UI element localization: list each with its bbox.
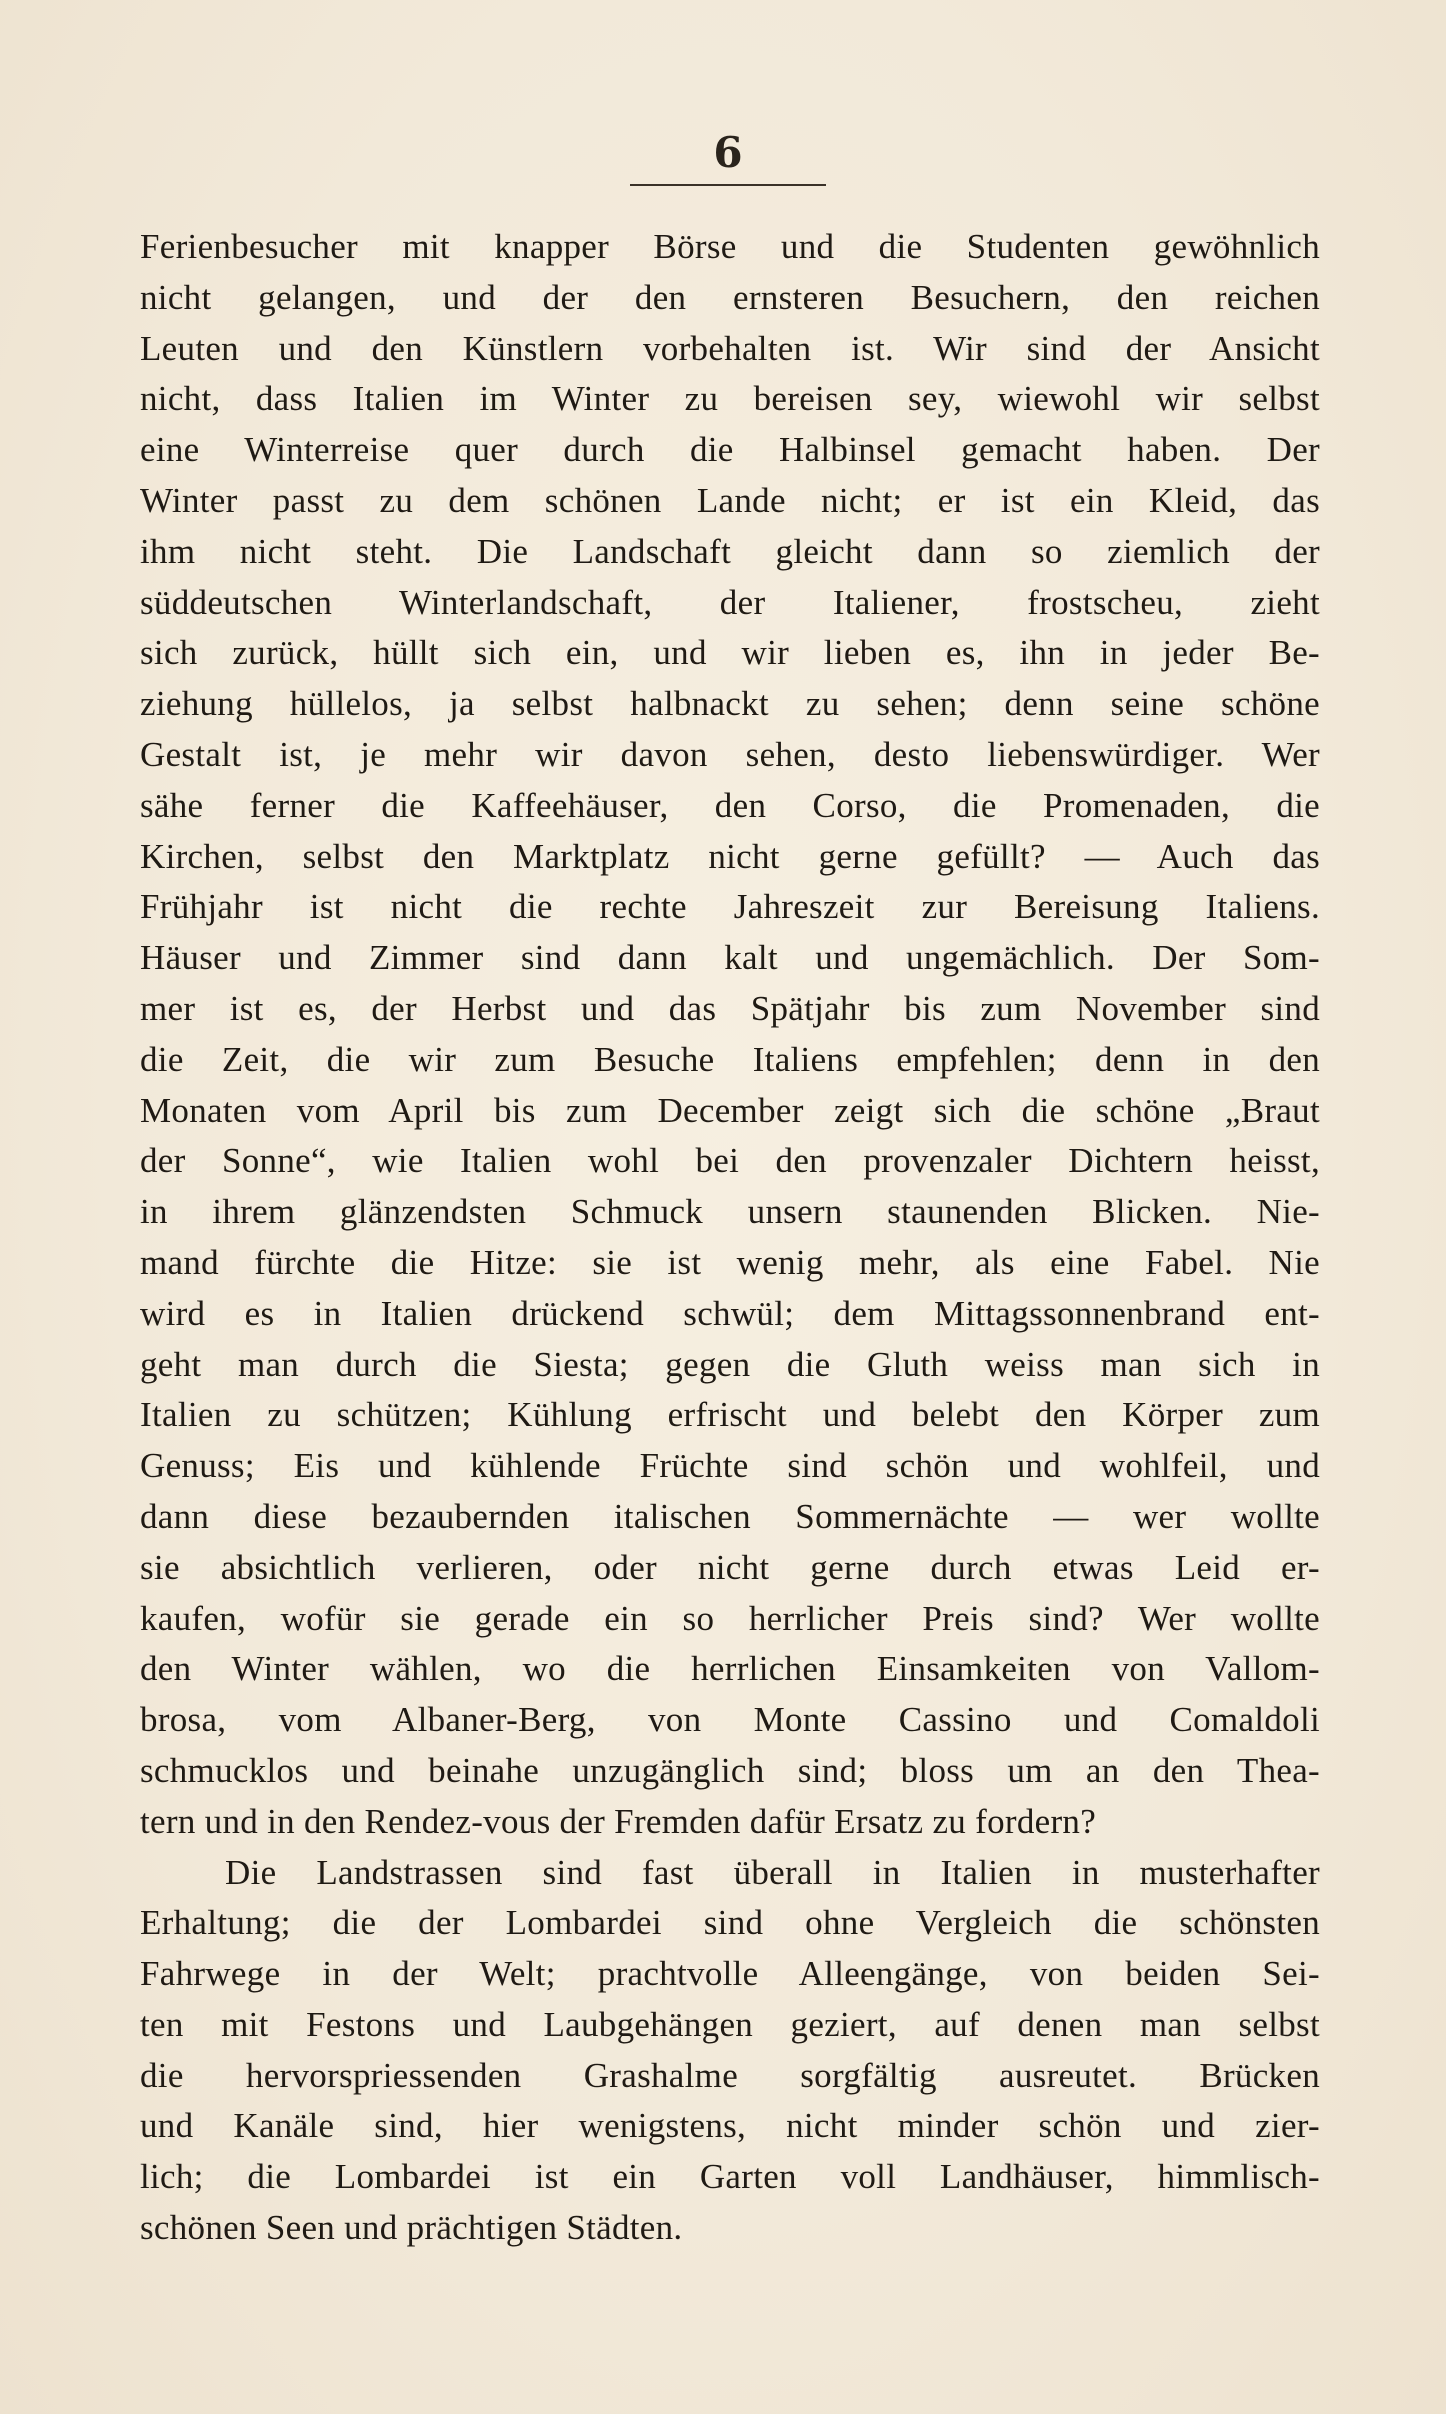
text-line: tern und in den Rendez-vous der Fremden dafür Ersatz zu fordern? bbox=[140, 1801, 1097, 1841]
text-line: mer ist es, der Herbst und das Spätjahr bis zum November sind bbox=[140, 988, 1320, 1028]
text-line: sähe ferner die Kaffeehäuser, den Corso, die Promenaden, die bbox=[140, 785, 1320, 825]
text-line: eine Winterreise quer durch die Halbinsel gemacht haben. Der bbox=[140, 430, 1320, 470]
text-line: die hervorspriessenden Grashalme sorgfältig ausreutet. Brücken bbox=[140, 2055, 1320, 2095]
text-line: kaufen, wofür sie gerade ein so herrlicher Preis sind? Wer wollte bbox=[140, 1598, 1320, 1638]
text-line: Gestalt ist, je mehr wir davon sehen, desto liebenswürdiger. Wer bbox=[140, 734, 1320, 774]
text-line: geht man durch die Siesta; gegen die Gluth weiss man sich in bbox=[140, 1344, 1320, 1384]
text-line: Italien zu schützen; Kühlung erfrischt und belebt den Körper zum bbox=[140, 1395, 1320, 1435]
text-line: Winter passt zu dem schönen Lande nicht; er ist ein Kleid, das bbox=[140, 480, 1320, 520]
text-line: Frühjahr ist nicht die rechte Jahreszeit zur Bereisung Italiens. bbox=[140, 887, 1320, 927]
header-rule bbox=[630, 184, 826, 186]
text-line: Ferienbesucher mit knapper Börse und die Studenten gewöhnlich bbox=[140, 227, 1320, 266]
body-text bbox=[140, 222, 1320, 2254]
page-number: 6 bbox=[713, 128, 743, 177]
text-line: schönen Seen und prächtigen Städten. bbox=[140, 2208, 683, 2248]
text-line: und Kanäle sind, hier wenigstens, nicht minder schön und zier- bbox=[140, 2106, 1320, 2146]
text-line: wird es in Italien drückend schwül; dem Mittagssonnenbrand ent- bbox=[140, 1293, 1320, 1333]
text-line: Häuser und Zimmer sind dann kalt und ungemächlich. Der Som- bbox=[140, 938, 1320, 978]
text-line: schmucklos und beinahe unzugänglich sind; bloss um an den Thea- bbox=[140, 1750, 1320, 1790]
text-line: Die Landstrassen sind fast überall in Italien in musterhafter bbox=[225, 1852, 1320, 1892]
text-line: die Zeit, die wir zum Besuche Italiens empfehlen; denn in den bbox=[140, 1039, 1320, 1079]
text-line: lich; die Lombardei ist ein Garten voll Landhäuser, himmlisch- bbox=[140, 2157, 1320, 2197]
text-line: Genuss; Eis und kühlende Früchte sind schön und wohlfeil, und bbox=[140, 1446, 1320, 1486]
text-line: Erhaltung; die der Lombardei sind ohne Vergleich die schönsten bbox=[140, 1903, 1320, 1943]
text-line: Fahrwege in der Welt; prachtvolle Alleengänge, von beiden Sei- bbox=[140, 1954, 1320, 1994]
text-line: ten mit Festons und Laubgehängen geziert, auf denen man selbst bbox=[140, 2004, 1320, 2044]
text-line: nicht gelangen, und der den ernsteren Besuchern, den reichen bbox=[140, 277, 1320, 317]
text-line: der Sonne“, wie Italien wohl bei den provenzaler Dichtern heisst, bbox=[140, 1141, 1320, 1181]
text-line: süddeutschen Winterlandschaft, der Italiener, frostscheu, zieht bbox=[140, 582, 1320, 622]
text-line: sie absichtlich verlieren, oder nicht gerne durch etwas Leid er- bbox=[140, 1547, 1320, 1587]
text-line: nicht, dass Italien im Winter zu bereisen sey, wiewohl wir selbst bbox=[140, 379, 1320, 419]
text-line: Kirchen, selbst den Marktplatz nicht gerne gefüllt? — Auch das bbox=[140, 836, 1320, 876]
text-line: Monaten vom April bis zum December zeigt sich die schöne „Braut bbox=[140, 1090, 1320, 1130]
text-line: ziehung hüllelos, ja selbst halbnackt zu sehen; denn seine schöne bbox=[140, 684, 1320, 724]
text-line: dann diese bezaubernden italischen Sommernächte — wer wollte bbox=[140, 1496, 1320, 1536]
text-line: mand fürchte die Hitze: sie ist wenig mehr, als eine Fabel. Nie bbox=[140, 1242, 1320, 1282]
text-line: ihm nicht steht. Die Landschaft gleicht dann so ziemlich der bbox=[140, 531, 1320, 571]
text-line: Leuten und den Künstlern vorbehalten ist. Wir sind der Ansicht bbox=[140, 328, 1320, 368]
text-line: sich zurück, hüllt sich ein, und wir lieben es, ihn in jeder Be- bbox=[140, 633, 1320, 673]
text-line: in ihrem glänzendsten Schmuck unsern staunenden Blicken. Nie- bbox=[140, 1192, 1320, 1232]
page-header bbox=[628, 128, 828, 186]
text-line: den Winter wählen, wo die herrlichen Einsamkeiten von Vallom- bbox=[140, 1649, 1320, 1689]
text-line: brosa, vom Albaner-Berg, von Monte Cassino und Comaldoli bbox=[140, 1700, 1320, 1740]
